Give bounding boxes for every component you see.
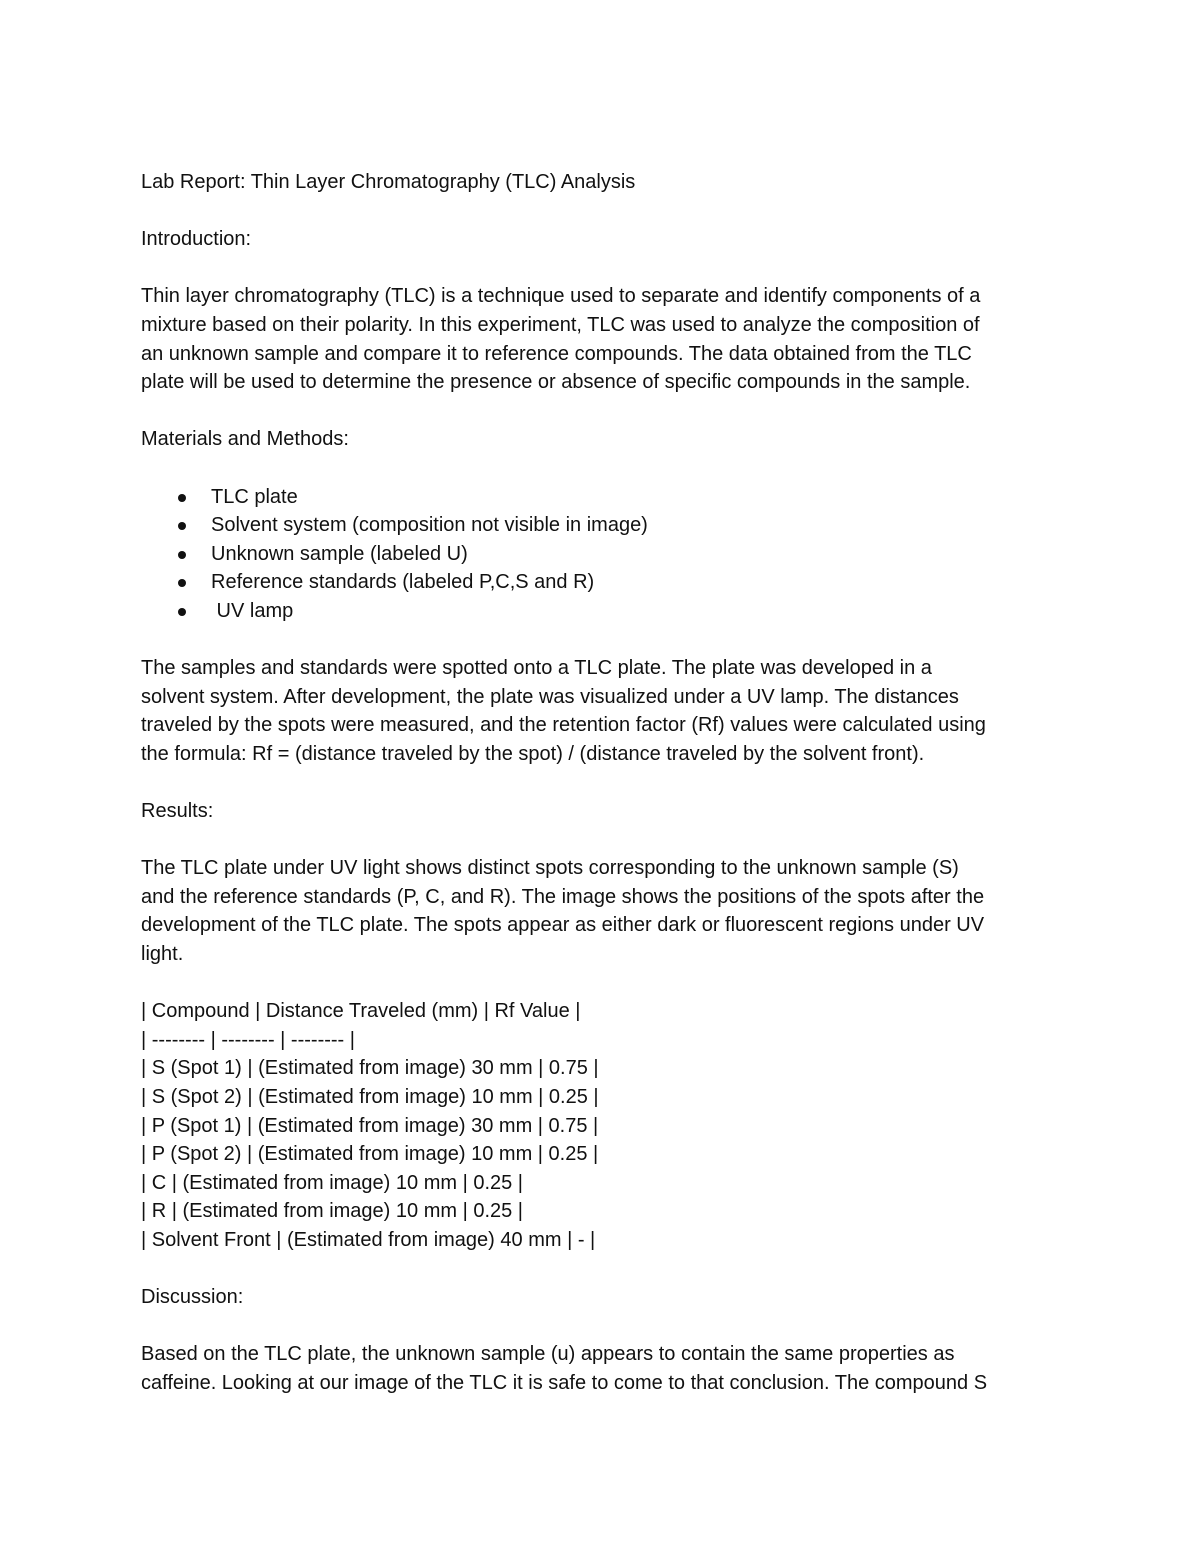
results-heading: Results: bbox=[141, 800, 214, 823]
list-item-text: Reference standards (labeled P,C,S and R) bbox=[211, 571, 595, 594]
table-separator-row: | -------- | -------- | -------- | bbox=[141, 1028, 355, 1051]
list-item bbox=[141, 540, 1061, 569]
table-row: | P (Spot 2) | (Estimated from image) 10 mm | 0.25 | bbox=[141, 1143, 599, 1166]
results-paragraph bbox=[141, 854, 1061, 968]
materials-list bbox=[141, 483, 1061, 626]
text-line: mixture based on their polarity. In this experiment, TLC was used to analyze the composition of bbox=[141, 313, 980, 336]
introduction-heading: Introduction: bbox=[141, 228, 252, 251]
discussion-heading: Discussion: bbox=[141, 1286, 244, 1309]
text-line: an unknown sample and compare it to reference compounds. The data obtained from the TLC bbox=[141, 342, 972, 365]
text-line: and the reference standards (P, C, and R). The image shows the positions of the spots after the bbox=[141, 885, 985, 908]
text-line: the formula: Rf = (distance traveled by the spot) / (distance traveled by the solvent front). bbox=[141, 742, 925, 765]
bullet-icon bbox=[178, 608, 186, 616]
text-line: development of the TLC plate. The spots appear as either dark or fluorescent regions under UV bbox=[141, 914, 985, 937]
table-row: | Solvent Front | (Estimated from image) 40 mm | - | bbox=[141, 1228, 596, 1251]
discussion-paragraph bbox=[141, 1340, 1061, 1397]
list-item bbox=[141, 568, 1061, 597]
list-item-text: Unknown sample (labeled U) bbox=[211, 542, 468, 565]
list-item-text: Solvent system (composition not visible in image) bbox=[211, 514, 648, 537]
table-row: | S (Spot 1) | (Estimated from image) 30 mm | 0.75 | bbox=[141, 1057, 599, 1080]
table-row: | P (Spot 1) | (Estimated from image) 30 mm | 0.75 | bbox=[141, 1114, 599, 1137]
report-title: Lab Report: Thin Layer Chromatography (TLC) Analysis bbox=[141, 171, 636, 193]
text-line: Thin layer chromatography (TLC) is a technique used to separate and identify components of a bbox=[141, 285, 981, 308]
bullet-icon bbox=[178, 551, 186, 559]
table-header-row: | Compound | Distance Traveled (mm) | Rf Value | bbox=[141, 1000, 581, 1023]
bullet-icon bbox=[178, 579, 186, 587]
bullet-icon bbox=[178, 494, 186, 502]
table-row: | R | (Estimated from image) 10 mm | 0.25 | bbox=[141, 1200, 524, 1223]
table-row: | S (Spot 2) | (Estimated from image) 10 mm | 0.25 | bbox=[141, 1086, 599, 1108]
methods-paragraph bbox=[141, 654, 1061, 768]
materials-heading: Materials and Methods: bbox=[141, 428, 349, 451]
bullet-icon bbox=[178, 522, 186, 530]
text-line: solvent system. After development, the plate was visualized under a UV lamp. The distances bbox=[141, 685, 959, 708]
introduction-paragraph bbox=[141, 282, 1061, 396]
text-line: plate will be used to determine the presence or absence of specific compounds in the sample. bbox=[141, 371, 971, 394]
table-row: | C | (Estimated from image) 10 mm | 0.25 | bbox=[141, 1171, 524, 1194]
list-item bbox=[141, 597, 1061, 626]
text-line: The samples and standards were spotted onto a TLC plate. The plate was developed in a bbox=[141, 657, 932, 680]
list-item bbox=[141, 483, 1061, 512]
text-line: Based on the TLC plate, the unknown sample (u) appears to contain the same properties as bbox=[141, 1343, 955, 1366]
list-item-text: UV lamp bbox=[211, 599, 294, 622]
results-table bbox=[141, 997, 1061, 1254]
text-line: traveled by the spots were measured, and the retention factor (Rf) values were calculated using bbox=[141, 714, 986, 737]
text-line: light. bbox=[141, 943, 184, 966]
text-line: caffeine. Looking at our image of the TLC it is safe to come to that conclusion. The compound S bbox=[141, 1371, 988, 1394]
text-line: The TLC plate under UV light shows distinct spots corresponding to the unknown sample (S) bbox=[141, 857, 959, 880]
list-item bbox=[141, 511, 1061, 540]
document-page bbox=[141, 168, 1061, 1398]
list-item-text: TLC plate bbox=[211, 485, 298, 508]
